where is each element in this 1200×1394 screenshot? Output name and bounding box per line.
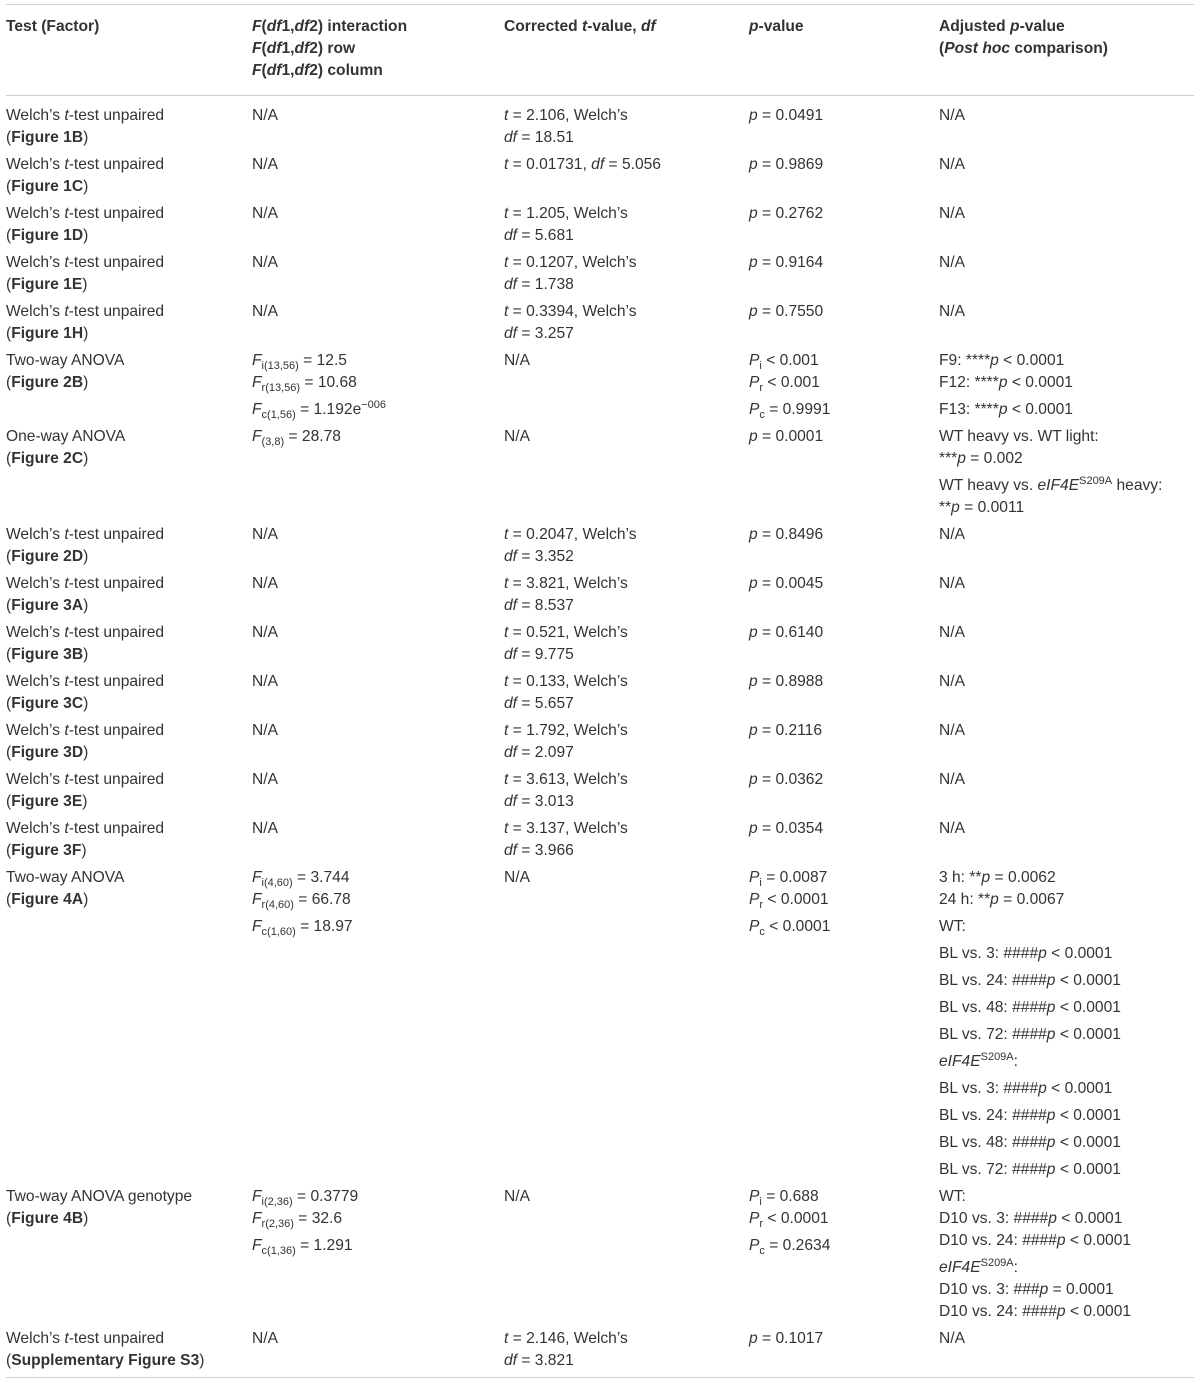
cell-line: N/A: [939, 303, 965, 320]
header-p-value: [749, 5, 939, 96]
cell-p-value: [749, 720, 939, 769]
cell-corrected-t-value: [504, 818, 749, 867]
cell-line: p = 0.6140: [749, 624, 824, 641]
cell-corrected-t-value: [504, 622, 749, 671]
cell-line: Welch’s t-test unpaired: [6, 575, 165, 592]
cell-test-factor: [6, 622, 252, 671]
cell-f-statistics: [252, 426, 504, 524]
cell-line: (Figure 2C): [6, 450, 89, 467]
cell-line: BL vs. 72: ####p < 0.0001: [939, 1161, 1121, 1178]
table-row: [6, 622, 1194, 671]
cell-line: N/A: [252, 722, 278, 739]
header-row: [6, 5, 1194, 96]
cell-p-value: [749, 622, 939, 671]
cell-line: 3 h: **p = 0.0062: [939, 869, 1056, 886]
cell-line: p = 0.0362: [749, 771, 824, 788]
cell-adjusted-p-value: [939, 154, 1194, 203]
cell-line: N/A: [252, 303, 278, 320]
cell-p-value: [749, 1328, 939, 1378]
cell-f-statistics: [252, 867, 504, 1186]
cell-corrected-t-value: [504, 867, 749, 1186]
cell-line: $P_r < 0.0001$: [749, 1210, 829, 1230]
table-body: [6, 96, 1194, 1378]
cell-p-value: [749, 573, 939, 622]
cell-line: F13: ****p < 0.0001: [939, 401, 1073, 418]
cell-line: Two-way ANOVA: [6, 352, 125, 369]
cell-line: WT heavy vs. $eIF4E^{S209A}$ heavy:: [939, 475, 1163, 494]
cell-line: BL vs. 3: ####p < 0.0001: [939, 1080, 1113, 1097]
cell-test-factor: [6, 426, 252, 524]
cell-adjusted-p-value: [939, 671, 1194, 720]
cell-line: N/A: [939, 526, 965, 543]
cell-line: Welch’s t-test unpaired: [6, 303, 165, 320]
cell-line: Welch’s t-test unpaired: [6, 526, 165, 543]
cell-line: (Figure 2D): [6, 548, 89, 565]
table-row: [6, 301, 1194, 350]
cell-line: $F_{c(1,56)} = 1.192e^{-006}$: [252, 399, 387, 421]
cell-line: $F_{(3,8)} = 28.78$: [252, 428, 341, 448]
table-row: [6, 1186, 1194, 1328]
cell-test-factor: [6, 769, 252, 818]
cell-adjusted-p-value: [939, 769, 1194, 818]
cell-line: $F_{c(1,60)} = 18.97$: [252, 918, 353, 938]
cell-line: $P_c < 0.0001$: [749, 918, 831, 938]
cell-test-factor: [6, 524, 252, 573]
cell-line: $F_{i(13,56)} = 12.5$: [252, 352, 347, 372]
cell-line: (Figure 1C): [6, 178, 89, 195]
cell-line: WT:: [939, 1188, 966, 1205]
cell-line: p = 0.9869: [749, 156, 824, 173]
cell-line: $P_i = 0.0087$: [749, 869, 828, 889]
cell-line: F9: ****p < 0.0001: [939, 352, 1065, 369]
cell-line: N/A: [252, 107, 278, 124]
cell-line: $F_{r(4,60)} = 66.78$: [252, 891, 351, 911]
cell-line: $eIF4E^{S209A}$:: [939, 1257, 1018, 1276]
cell-line: N/A: [939, 575, 965, 592]
cell-line: p = 0.0491: [749, 107, 824, 124]
cell-line: df = 3.013: [504, 793, 574, 810]
cell-line: F12: ****p < 0.0001: [939, 374, 1073, 391]
table-row: [6, 573, 1194, 622]
cell-line: $eIF4E^{S209A}$:: [939, 1051, 1018, 1070]
cell-line: (Figure 4A): [6, 891, 89, 908]
cell-adjusted-p-value: [939, 867, 1194, 1186]
cell-line: $F_{r(13,56)} = 10.68$: [252, 374, 357, 394]
cell-adjusted-p-value: [939, 818, 1194, 867]
cell-corrected-t-value: [504, 154, 749, 203]
cell-line: df = 3.257: [504, 325, 574, 342]
cell-line: df = 5.681: [504, 227, 574, 244]
cell-f-statistics: [252, 350, 504, 426]
cell-test-factor: [6, 671, 252, 720]
cell-line: df = 5.657: [504, 695, 574, 712]
cell-p-value: [749, 154, 939, 203]
cell-line: (Figure 3A): [6, 597, 89, 614]
cell-f-statistics: [252, 769, 504, 818]
cell-f-statistics: [252, 203, 504, 252]
table-header: [6, 5, 1194, 96]
cell-line: WT:: [939, 918, 966, 935]
cell-corrected-t-value: [504, 301, 749, 350]
cell-p-value: [749, 867, 939, 1186]
table-row: [6, 769, 1194, 818]
cell-line: Two-way ANOVA: [6, 869, 125, 886]
cell-f-statistics: [252, 671, 504, 720]
cell-line: N/A: [252, 575, 278, 592]
cell-line: D10 vs. 24: ####p < 0.0001: [939, 1303, 1132, 1320]
cell-adjusted-p-value: [939, 301, 1194, 350]
cell-line: D10 vs. 3: ####p < 0.0001: [939, 1210, 1123, 1227]
cell-line: (Figure 1B): [6, 129, 89, 146]
cell-line: (Figure 3E): [6, 793, 88, 810]
header-test-factor: [6, 5, 252, 96]
cell-line: BL vs. 48: ####p < 0.0001: [939, 999, 1121, 1016]
header-line: F(df1,df2) column: [252, 62, 383, 79]
cell-p-value: [749, 350, 939, 426]
cell-corrected-t-value: [504, 720, 749, 769]
cell-corrected-t-value: [504, 524, 749, 573]
cell-line: (Figure 4B): [6, 1210, 89, 1227]
cell-corrected-t-value: [504, 769, 749, 818]
cell-test-factor: [6, 1186, 252, 1328]
cell-f-statistics: [252, 818, 504, 867]
header-line: F(df1,df2) interaction: [252, 18, 408, 35]
cell-line: (Figure 3B): [6, 646, 89, 663]
cell-line: Welch’s t-test unpaired: [6, 205, 165, 222]
cell-p-value: [749, 426, 939, 524]
cell-line: p = 0.7550: [749, 303, 824, 320]
cell-corrected-t-value: [504, 96, 749, 155]
cell-p-value: [749, 769, 939, 818]
cell-line: N/A: [939, 673, 965, 690]
cell-line: N/A: [939, 624, 965, 641]
cell-line: p = 0.9164: [749, 254, 824, 271]
cell-line: **p = 0.0011: [939, 499, 1025, 516]
cell-line: $F_{r(2,36)} = 32.6$: [252, 1210, 343, 1230]
cell-line: df = 3.352: [504, 548, 574, 565]
cell-line: t = 0.01731, df = 5.056: [504, 156, 661, 173]
cell-adjusted-p-value: [939, 252, 1194, 301]
cell-f-statistics: [252, 252, 504, 301]
cell-line: Welch’s t-test unpaired: [6, 771, 165, 788]
cell-f-statistics: [252, 573, 504, 622]
cell-adjusted-p-value: [939, 1328, 1194, 1378]
header-line: p-value: [749, 18, 804, 35]
cell-line: N/A: [939, 1330, 965, 1347]
cell-line: df = 2.097: [504, 744, 574, 761]
cell-line: t = 0.2047, Welch’s: [504, 526, 637, 543]
cell-p-value: [749, 252, 939, 301]
cell-line: N/A: [504, 869, 530, 886]
cell-line: p = 0.8988: [749, 673, 824, 690]
cell-line: t = 1.792, Welch’s: [504, 722, 628, 739]
cell-line: $P_r < 0.0001$: [749, 891, 829, 911]
cell-test-factor: [6, 720, 252, 769]
cell-adjusted-p-value: [939, 524, 1194, 573]
cell-line: $P_r < 0.001$: [749, 374, 820, 394]
cell-corrected-t-value: [504, 1328, 749, 1378]
cell-line: t = 0.3394, Welch’s: [504, 303, 637, 320]
cell-line: (Figure 3D): [6, 744, 89, 761]
cell-line: (Figure 1E): [6, 276, 88, 293]
cell-test-factor: [6, 203, 252, 252]
header-line: (Post hoc comparison): [939, 40, 1108, 57]
cell-test-factor: [6, 96, 252, 155]
cell-f-statistics: [252, 622, 504, 671]
cell-p-value: [749, 671, 939, 720]
cell-line: Welch’s t-test unpaired: [6, 722, 165, 739]
cell-line: BL vs. 72: ####p < 0.0001: [939, 1026, 1121, 1043]
table-row: [6, 203, 1194, 252]
cell-f-statistics: [252, 301, 504, 350]
cell-line: df = 8.537: [504, 597, 574, 614]
cell-corrected-t-value: [504, 1186, 749, 1328]
cell-corrected-t-value: [504, 671, 749, 720]
cell-p-value: [749, 203, 939, 252]
cell-line: N/A: [252, 1330, 278, 1347]
cell-line: $P_c = 0.2634$: [749, 1237, 831, 1257]
header-line: F(df1,df2) row: [252, 40, 356, 57]
cell-line: N/A: [939, 254, 965, 271]
cell-f-statistics: [252, 720, 504, 769]
cell-line: p = 0.8496: [749, 526, 824, 543]
header-f-statistics: [252, 5, 504, 96]
cell-line: Welch’s t-test unpaired: [6, 1330, 165, 1347]
cell-line: df = 3.821: [504, 1352, 574, 1369]
cell-line: (Supplementary Figure S3): [6, 1352, 205, 1369]
cell-f-statistics: [252, 1328, 504, 1378]
table-row: [6, 671, 1194, 720]
cell-adjusted-p-value: [939, 426, 1194, 524]
cell-line: p = 0.2116: [749, 722, 822, 739]
cell-line: N/A: [252, 820, 278, 837]
cell-test-factor: [6, 573, 252, 622]
cell-f-statistics: [252, 1186, 504, 1328]
cell-p-value: [749, 96, 939, 155]
cell-line: (Figure 1D): [6, 227, 89, 244]
cell-line: p = 0.0045: [749, 575, 824, 592]
cell-line: p = 0.0001: [749, 428, 824, 445]
cell-line: N/A: [939, 820, 965, 837]
cell-line: Welch’s t-test unpaired: [6, 107, 165, 124]
cell-line: N/A: [504, 1188, 530, 1205]
cell-line: BL vs. 48: ####p < 0.0001: [939, 1134, 1121, 1151]
cell-line: t = 2.106, Welch’s: [504, 107, 628, 124]
cell-line: (Figure 3F): [6, 842, 87, 859]
table-row: [6, 524, 1194, 573]
cell-line: (Figure 3C): [6, 695, 89, 712]
cell-line: df = 9.775: [504, 646, 574, 663]
cell-line: $P_c = 0.9991$: [749, 401, 831, 421]
cell-f-statistics: [252, 154, 504, 203]
cell-line: WT heavy vs. WT light:: [939, 428, 1099, 445]
cell-line: t = 0.1207, Welch’s: [504, 254, 637, 271]
table-row: [6, 426, 1194, 524]
cell-line: Two-way ANOVA genotype: [6, 1188, 193, 1205]
cell-line: p = 0.2762: [749, 205, 824, 222]
cell-line: t = 0.521, Welch’s: [504, 624, 628, 641]
cell-line: N/A: [939, 107, 965, 124]
cell-line: N/A: [252, 624, 278, 641]
cell-line: $P_i < 0.001$: [749, 352, 819, 372]
cell-corrected-t-value: [504, 252, 749, 301]
cell-line: $F_{i(2,36)} = 0.3779$: [252, 1188, 359, 1208]
table-row: [6, 154, 1194, 203]
cell-line: N/A: [939, 771, 965, 788]
header-corrected-t-value: [504, 5, 749, 96]
cell-line: Welch’s t-test unpaired: [6, 156, 165, 173]
cell-line: BL vs. 24: ####p < 0.0001: [939, 1107, 1121, 1124]
header-line: Corrected t-value, df: [504, 18, 656, 35]
cell-adjusted-p-value: [939, 203, 1194, 252]
cell-line: N/A: [252, 673, 278, 690]
cell-line: Welch’s t-test unpaired: [6, 254, 165, 271]
cell-line: N/A: [504, 428, 530, 445]
statistics-table: [6, 4, 1194, 1378]
cell-line: p = 0.0354: [749, 820, 824, 837]
table-row: [6, 252, 1194, 301]
table-row: [6, 1328, 1194, 1378]
cell-adjusted-p-value: [939, 1186, 1194, 1328]
cell-line: BL vs. 3: ####p < 0.0001: [939, 945, 1113, 962]
cell-line: N/A: [252, 771, 278, 788]
table-row: [6, 350, 1194, 426]
cell-corrected-t-value: [504, 203, 749, 252]
cell-test-factor: [6, 350, 252, 426]
cell-line: BL vs. 24: ####p < 0.0001: [939, 972, 1121, 989]
cell-line: t = 2.146, Welch’s: [504, 1330, 628, 1347]
cell-line: N/A: [939, 156, 965, 173]
cell-test-factor: [6, 154, 252, 203]
cell-adjusted-p-value: [939, 720, 1194, 769]
cell-line: N/A: [252, 526, 278, 543]
cell-corrected-t-value: [504, 426, 749, 524]
cell-line: df = 3.966: [504, 842, 574, 859]
header-adjusted-p-value: [939, 5, 1194, 96]
cell-p-value: [749, 818, 939, 867]
cell-adjusted-p-value: [939, 573, 1194, 622]
cell-test-factor: [6, 867, 252, 1186]
cell-line: (Figure 1H): [6, 325, 89, 342]
cell-line: One-way ANOVA: [6, 428, 126, 445]
cell-test-factor: [6, 1328, 252, 1378]
cell-line: Welch’s t-test unpaired: [6, 624, 165, 641]
table-row: [6, 96, 1194, 155]
cell-line: $F_{c(1,36)} = 1.291$: [252, 1237, 353, 1257]
cell-line: N/A: [252, 254, 278, 271]
cell-adjusted-p-value: [939, 96, 1194, 155]
cell-line: N/A: [504, 352, 530, 369]
cell-line: t = 3.137, Welch’s: [504, 820, 628, 837]
cell-line: Welch’s t-test unpaired: [6, 820, 165, 837]
cell-line: 24 h: **p = 0.0067: [939, 891, 1065, 908]
cell-test-factor: [6, 818, 252, 867]
cell-line: p = 0.1017: [749, 1330, 824, 1347]
header-line: Adjusted p-value: [939, 18, 1065, 35]
cell-line: $F_{i(4,60)} = 3.744$: [252, 869, 350, 889]
cell-line: df = 18.51: [504, 129, 574, 146]
cell-line: N/A: [939, 722, 965, 739]
cell-line: N/A: [252, 205, 278, 222]
cell-line: ***p = 0.002: [939, 450, 1023, 467]
cell-line: D10 vs. 24: ####p < 0.0001: [939, 1232, 1132, 1249]
cell-p-value: [749, 301, 939, 350]
cell-corrected-t-value: [504, 573, 749, 622]
cell-p-value: [749, 524, 939, 573]
cell-corrected-t-value: [504, 350, 749, 426]
cell-line: N/A: [939, 205, 965, 222]
cell-line: D10 vs. 3: ###p = 0.0001: [939, 1281, 1114, 1298]
cell-adjusted-p-value: [939, 622, 1194, 671]
cell-line: (Figure 2B): [6, 374, 89, 391]
cell-line: t = 3.613, Welch’s: [504, 771, 628, 788]
cell-line: t = 1.205, Welch’s: [504, 205, 628, 222]
cell-test-factor: [6, 252, 252, 301]
table-row: [6, 720, 1194, 769]
header-line: Test (Factor): [6, 18, 100, 35]
cell-p-value: [749, 1186, 939, 1328]
cell-line: t = 3.821, Welch’s: [504, 575, 628, 592]
cell-line: t = 0.133, Welch’s: [504, 673, 628, 690]
cell-line: Welch’s t-test unpaired: [6, 673, 165, 690]
table-row: [6, 867, 1194, 1186]
cell-f-statistics: [252, 96, 504, 155]
cell-line: $P_i = 0.688$: [749, 1188, 819, 1208]
cell-adjusted-p-value: [939, 350, 1194, 426]
cell-test-factor: [6, 301, 252, 350]
cell-line: df = 1.738: [504, 276, 574, 293]
table-row: [6, 818, 1194, 867]
cell-line: N/A: [252, 156, 278, 173]
cell-f-statistics: [252, 524, 504, 573]
